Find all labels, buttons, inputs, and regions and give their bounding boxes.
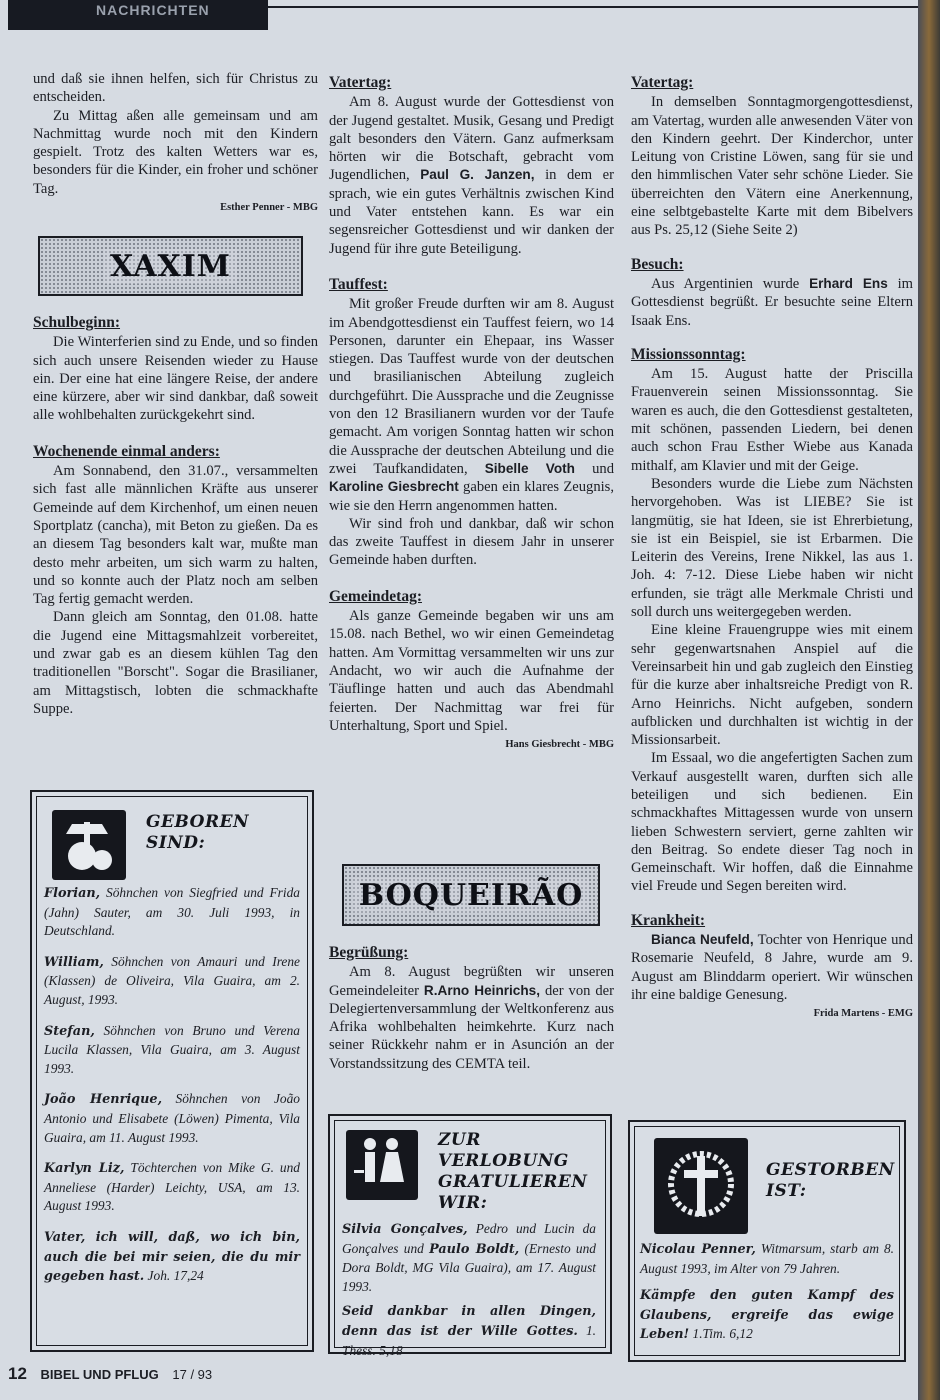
paragraph: Als ganze Gemeinde begaben wir uns am 15.08. nach Bethel, wo wir einen Gemeindetag hatten. Am Vormittag versammelten wir uns zur Andacht, wo wir auch die Aufnahme der Täuflinge hatten und auch das Abendmahl feierten. Der Nachmittag war frei für Unterhaltung, Sport und Spiel. (329, 608, 614, 734)
article-heading: Besuch: (631, 255, 684, 273)
paragraph: Die Winterferien sind zu Ende, und so finden sich auch unsere Reisenden wieder zu Hause ein. Der eine hat eine längere Reise, der andere eine kürzere, aber wir sind dankbar, daß soweit alle wohlbehalten zurückgekehrt sind. (33, 334, 318, 424)
cross-wreath-icon (654, 1138, 748, 1234)
bible-verse: Seid dankbar in allen Dingen, denn das ist der Wille Gottes. 1. Thess. 5,18 (342, 1304, 597, 1358)
place-name: BOQUEIRÃO (353, 878, 590, 913)
article-heading: Vatertag: (631, 74, 694, 91)
list-item: João Henrique, Söhnchen von João Antonio und Elisabete (Löwen) Pimenta, Vila Guaira, am 11. August 1993. (44, 1091, 300, 1145)
engagement-entry: Silvia Gonçalves, Pedro und Lucin da Gonçalves und Paulo Boldt, (Ernesto und Dora Boldt, MG Vila Guaira), am 17. August 1993. Seid dankbar in allen Dingen, denn das ist der Wille Gottes. 1. Thess. 5,18 (342, 1220, 596, 1360)
births-box (30, 790, 314, 1352)
column-1-intro (33, 70, 318, 215)
issue-number: 17 / 93 (172, 1367, 213, 1382)
paragraph: Besonders wurde die Liebe zum Nächsten hervorgehoben. Was ist LIEBE? Sie ist langmütig, sie hat Ideen, sie ist Ehrerbietung, sie ist ein Beispiel, sie ist Erbarmen. Die Leiterin des Vereins, Irene Nikkel, las aus 1. Joh. 4: 7-12. Diese Liebe haben wir nicht erfunden, sie trägt alle Merkmale Christi und soll durch uns weitergegeben werden. (631, 475, 913, 621)
article-heading: Schulbeginn: (33, 314, 121, 331)
place-banner-boqueirao (342, 864, 600, 926)
binding-edge (918, 0, 940, 1400)
author-signature: Hans Giesbrecht - MBG (505, 739, 614, 751)
engagement-box (328, 1114, 612, 1358)
couple-icon (346, 1130, 418, 1200)
paragraph: Am 15. August hatte der Priscilla Frauenverein seinen Missionssonntag. Sie waren es auch, die den Gottesdienst gestalteten, mit schönen, passenden Liedern, bei denen auch schon Frau Esther Wiebe aus Kanada mithalf, am Klavier und mit der Geige. (631, 366, 913, 474)
column-1-articles (33, 314, 318, 718)
paragraph: Im Essaal, wo die angefertigten Sachen zum Verkauf ausgestellt waren, durften sich alle beteiligen und sich bedienen. Ein schmackhaftes Mittagessen wurde von unsern lieben Schwestern serviert, gerne zahlten wir den Beitrag. So endete dieser Tag noch in Gemeinschaft. Wir hoffen, daß die Einnahme viel Freude und Segen bereiten wird. (631, 750, 913, 895)
baby-icon (52, 810, 126, 880)
header-rule (268, 6, 918, 8)
section-title: NACHRICHTEN (96, 2, 210, 18)
death-entry: Nicolau Penner, Witmarsum, starb am 8. August 1993, im Alter von 79 Jahren. Kämpfe den guten Kampf des Glaubens, ergreife das ewige Leben! 1.Tim. 6,12 (640, 1240, 894, 1345)
paragraph: Am 8. August begrüßten wir unseren Gemeindeleiter R.Arno Heinrichs, der von der Delegiertenversammlung der Weltkonferenz aus Afrika wohlbehalten heimkehrte. Kurz nach seiner Rückkehr nahm er in Asunción an der Vorstandssitzung des CEMTA teil. (329, 964, 615, 1072)
list-item: William, Söhnchen von Amauri und Irene (Klassen) de Oliveira, Vila Guaira, am 2. August, 1993. (44, 953, 300, 1007)
article-heading: Wochenende einmal anders: (33, 442, 220, 460)
deaths-title: GESTORBEN IST: (766, 1160, 895, 1201)
page-number: 12 (8, 1364, 27, 1383)
paragraph: Am 8. August wurde der Gottesdienst von der Jugend gestaltet. Musik, Gesang und Predigt galt besonders den Vätern. Ganz aufmerksam hörten wir die Botschaft, gebracht vom Jugendlichen, Paul G. Janzen, in dem er sprach, wie ein gutes Verhältnis zwischen Kind und Vater entstehen kann. Es war ein segensreicher Gottesdienst und wir danken der Jugend für ihre gute Beteiligung. (329, 94, 614, 257)
list-item: Karlyn Liz, Töchterchen von Mike G. und Anneliese (Harder) Leichty, USA, am 13. August 1993. (44, 1160, 301, 1214)
engagement-title: ZUR VERLOBUNG GRATULIEREN WIR: (438, 1130, 588, 1213)
list-item: Stefan, Söhnchen von Bruno und Verena Lucila Klassen, Vila Guaira, am 3. August 1993. (44, 1022, 300, 1076)
paragraph: Bianca Neufeld, Tochter von Henrique und Rosemarie Neufeld, 8 Jahre, wurde am 9. August am Blinddarm operiert. Wir wünschen ihr eine baldige Genesung. (631, 932, 913, 1003)
paragraph: und daß sie ihnen helfen, sich für Christus zu entscheiden. (33, 71, 318, 106)
article-heading: Vatertag: (329, 74, 392, 91)
author-signature: Esther Penner - MBG (220, 202, 318, 214)
births-list (44, 884, 300, 1287)
place-name: XAXIM (104, 249, 237, 284)
paragraph: Mit großer Freude durften wir am 8. August im Abendgottesdienst ein Tauffest feiern, wo 14 Personen, darunter ein Ehepaar, ins Wasser stiegen. Das Tauffest wurde von der deutschen und brasilianischen Abteilung zugleich durchgeführt. Die Aussprache und die Zeugnisse von den 12 Brasilianern wurden vor der Taufe gemacht. Am vorigen Sonntag hatten wir schon die Aussprache der deutschen Abteilung und die zwei Taufkandidaten, Sibelle Voth und Karoline Giesbrecht gaben ein klares Zeugnis, wie sie den Herrn angenommen hatten. (329, 296, 615, 514)
paragraph: Am Sonnabend, den 31.07., versammelten sich fast alle männlichen Kräfte aus unserer Gemeinde auf dem Kirchenhof, um einen neuen Sportplatz (cancha), mit Beton zu gießen. Da es an diesem Tag besonders kalt war, mußte man desto mehr arbeiten, um sich warm zu halten, und so konnte auch der Platz noch am selben Tag fertig gemacht werden. (33, 463, 318, 608)
births-title: GEBOREN SIND: (146, 812, 250, 853)
column-2-greeting (329, 944, 614, 1073)
place-banner-xaxim (38, 236, 303, 296)
bible-verse: Kämpfe den guten Kampf des Glaubens, ergreife das ewige Leben! 1.Tim. 6,12 (640, 1288, 894, 1343)
bible-verse: Vater, ich will, daß, wo ich bin, auch die bei mir seien, die du mir gegeben hast. Joh. 17,24 (44, 1229, 300, 1285)
article-heading: Missionssonntag: (631, 345, 746, 363)
author-signature: Frida Martens - EMG (813, 1008, 913, 1020)
article-heading: Gemeindetag: (329, 587, 422, 605)
column-3-articles (631, 74, 913, 1021)
deaths-box (628, 1120, 906, 1362)
section-header (8, 0, 268, 30)
article-heading: Begrüßung: (329, 944, 409, 961)
article-heading: Tauffest: (329, 275, 388, 293)
page-footer (8, 1364, 212, 1384)
paragraph: Aus Argentinien wurde Erhard Ens im Gottesdienst begrüßt. Er besuchte seine Eltern Isaak Ens. (631, 275, 914, 329)
paragraph: In demselben Sonntagmorgengottesdienst, am Vatertag, wurden alle anwesenden Väter von den Kindern geehrt. Der Kinderchor, unter Leitung von Cristine Löwen, sang für sie und den himmlischen Vater sehr schöne Lieder. Sie überreichten den Vätern eine Anerkennung, eine selbtgebastelte Karte mit dem Bibelvers aus Ps. 25,12 (Siehe Seite 2) (631, 94, 913, 239)
article-heading: Krankheit: (631, 911, 706, 929)
paragraph: Eine kleine Frauengruppe wies mit einem sehr gegenwartsnahen Anspiel auf die Vereinsarbeit hin und gab zugleich den Einstieg für die kurze aber inhaltsreiche Predigt von R. Arno Heinrichs. Nicht aufgeben, sondern aufblicken und durchhalten ist wichtig in der Missionsarbeit. (631, 622, 913, 749)
column-2-articles (329, 74, 614, 752)
paragraph: Dann gleich am Sonntag, den 01.08. hatte die Jugend eine Mittagsmahlzeit vorbereitet, und zwar gab es an diesem kühlen Tag den traditionellen "Borscht". Sogar die Brasilianer, am Mittagstisch, lobten die schmackhafte Suppe. (33, 609, 318, 717)
paragraph: Zu Mittag aßen alle gemeinsam und am Nachmittag wurde noch mit den Kindern gespielt. Trotz des kalten Wetters war es, besonders für die Kinder, ein froher und schöner Tag. (33, 107, 318, 197)
magazine-name: BIBEL UND PFLUG (40, 1367, 159, 1382)
list-item: Florian, Söhnchen von Siegfried und Frida (Jahn) Sauter, am 30. Juli 1993, in Deutschland. (44, 885, 300, 939)
paragraph: Wir sind froh und dankbar, daß wir schon das zweite Tauffest in diesem Jahr in unserer Gemeinde haben durften. (329, 515, 614, 569)
